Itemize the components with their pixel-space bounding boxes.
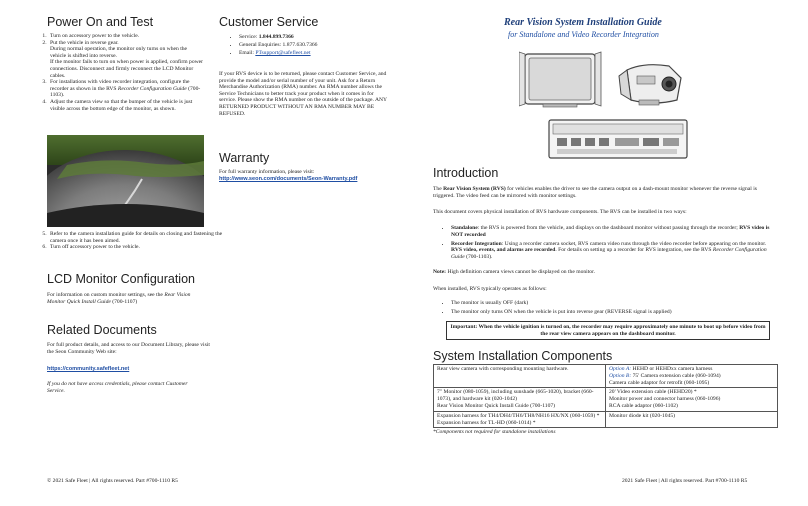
product-illustration [519,48,719,163]
contact-list [219,33,389,57]
install-modes-list [433,225,778,263]
camera-illustration [619,65,681,105]
introduction-heading: Introduction [433,166,499,180]
step-6: 6. Turn off accessory power to the vehicle. [48,244,224,251]
warranty-heading: Warranty [219,151,270,165]
rvs-term: Rear Vision System (RVS) [443,186,506,192]
table-cell: Rear view camera with corresponding mounting hardware. [434,365,606,388]
general-phone: 1.877.630.7366 [282,42,318,48]
camera-view-image [47,135,204,227]
table-cell: Monitor diode kit (020-1045) [606,411,778,428]
right-footer: 2021 Safe Fleet | All rights reserved. Part #700-1110 R5 [622,478,748,484]
camera-view-illustration [47,135,204,227]
monitor-illustration [519,52,601,107]
general-phone-item: • General Enquiries: 1.877.630.7366 [239,41,389,49]
components-footnote: *Components not required for standalone installations [433,429,556,436]
customer-service-heading: Customer Service [219,15,319,29]
table-cell: 7" Monitor (080-1059), including sunshade (665-1020), bracket (660-1073), and hardware kit (020-1042) Rear Vision Monitor Quick Install Guide (700-1107) [434,388,606,411]
table-cell: 20' Video extension cable (HEHD20) * Monitor power and connector harness (060-1096) RCA cable adaptor (060-1102) [606,388,778,411]
mode-recorder-integration: • Recorder Integration: Using a recorder camera socket, RVS camera video runs through the video recorder before appearing on the monitor. RVS video, events, and alarms are recorded. For details on setting up a recorder for RVS integration, see the RVS Recorder Configuration Guide (700-1103). [451,241,778,261]
power-on-heading: Power On and Test [47,15,154,29]
step-1: 1. Turn on accessory power to the vehicle. [48,33,204,40]
mode-standalone: • Standalone: the RVS is powered from the vehicle, and displays on the dashboard monitor without passing through the recorder; RVS video is NOT recorded [451,225,778,239]
related-heading: Related Documents [47,323,157,337]
table-cell: Expansion harness for TH4/DH4/TH6/TH8/NH16 HX/NX (060-1059) * Expansion harness for TL-HD (060-1014) * [434,411,606,428]
recorder-illustration [549,120,687,158]
rvs-hardware-illustration [519,48,719,163]
hd-note: Note: High definition camera views cannot be displayed on the monitor. [433,269,596,275]
lcd-heading: LCD Monitor Configuration [47,272,195,286]
return-policy-text: If your RVS device is to be returned, please contact Customer Service, and provide the model and/or serial number of your unit. Ask for a Return Merchandise Authorization (RMA) number. An RMA number allows the Service Technicians to better track your product when it comes in for service. Please show the RMA number on the outside of the package. ANY RETURNED PRODUCT WITHOUT AN RMA NUMBER MAY BE REFUSED. [219,71,387,117]
table-row [434,388,778,411]
step-2-note-2: If the monitor fails to turn on when power is applied, confirm power connections. Disconnect and firmly reconnect the LCD Monitor cables. [50,59,204,79]
intro-paragraph-1: The Rear Vision System (RVS) for vehicles enables the driver to see the camera output on a dash-mount monitor whenever the reverse signal is triggered. The video feed can be mirrored with monitor settings. [433,186,757,199]
op-monitor-on: • The monitor only turns ON when the vehicle is put into reverse gear (REVERSE signal is applied) [451,309,778,316]
guide-subtitle: for Standalone and Video Recorder Integration [508,30,659,39]
lcd-text: For information on custom monitor settings, see the Rear Vision Monitor Quick Install Guide (700-1107) [47,292,191,305]
recorder-config-guide-ref: Recorder Configuration Guide [117,85,187,92]
service-phone: 1.844.899.7366 [258,34,294,40]
related-note: If you do not have access credentials, please contact Customer Service. [47,381,188,394]
left-footer: © 2021 Safe Fleet | All rights reserved. Part #700-1110 R5 [47,478,178,484]
components-table [433,364,778,428]
operation-list [433,300,778,318]
components-table-wrap [433,364,778,436]
table-row [434,365,778,388]
service-phone-item: • Service: 1.844.899.7366 [239,33,389,41]
step-2: 2. Put the vehicle in reverse gear. During normal operation, the monitor only turns on when the vehicle is shifted into reverse. If the monitor fails to turn on when power is applied, confirm power connections. Disconnect and firmly reconnect the LCD Monitor cables. [48,40,204,80]
right-page [404,0,808,506]
table-cell: Option A: HEHD or HEHDxx camera harness Option B: 75' Camera extension cable (060-1094) Camera cable adaptor for retrofit (060-1095) [606,365,778,388]
step-3: 3. For installations with video recorder integration, configure the recorder as shown in the RVS Recorder Configuration Guide (700-1103). [48,79,204,99]
step-5: 5. Refer to the camera installation guide for details on closing and fastening the camera once it has been aimed. [48,231,224,244]
components-heading: System Installation Components [433,349,613,363]
op-monitor-off: • The monitor is usually OFF (dark) [451,300,778,307]
guide-title: Rear Vision System Installation Guide [504,17,662,28]
power-steps [34,33,204,112]
step-4: 4. Adjust the camera view so that the bumper of the vehicle is just visible across the bottom edge of the monitor, as shown. [48,99,204,112]
related-text: For full product details, and access to our Document Library, please visit the Seon Community Web site: [47,342,210,355]
monitor-guide-ref: Rear Vision Monitor Quick Install Guide [47,292,191,305]
power-steps-cont [34,231,224,251]
important-box: Important: When the vehicle ignition is turned on, the recorder may require approximately one minute to boot up before video from the rear view camera appears on the dashboard monitor. [446,321,770,340]
email-link[interactable]: PTsupport@safefleet.net [255,50,311,56]
table-row [434,411,778,428]
step-2-note-1: During normal operation, the monitor only turns on when the vehicle is shifted into reverse. [50,46,188,59]
intro-paragraph-3: When installed, RVS typically operates as follows: [433,286,547,292]
warranty-text: For full warranty information, please visit: [219,169,315,175]
intro-paragraph-2: This document covers physical installation of RVS hardware components. The RVS can be installed in two ways: [433,209,687,215]
email-item: • Email: PTsupport@safefleet.net [239,49,389,57]
warranty-link[interactable]: http://www.seon.com/documents/Seon-Warranty.pdf [219,176,358,182]
community-link[interactable]: https://community.safefleet.net [47,366,130,372]
